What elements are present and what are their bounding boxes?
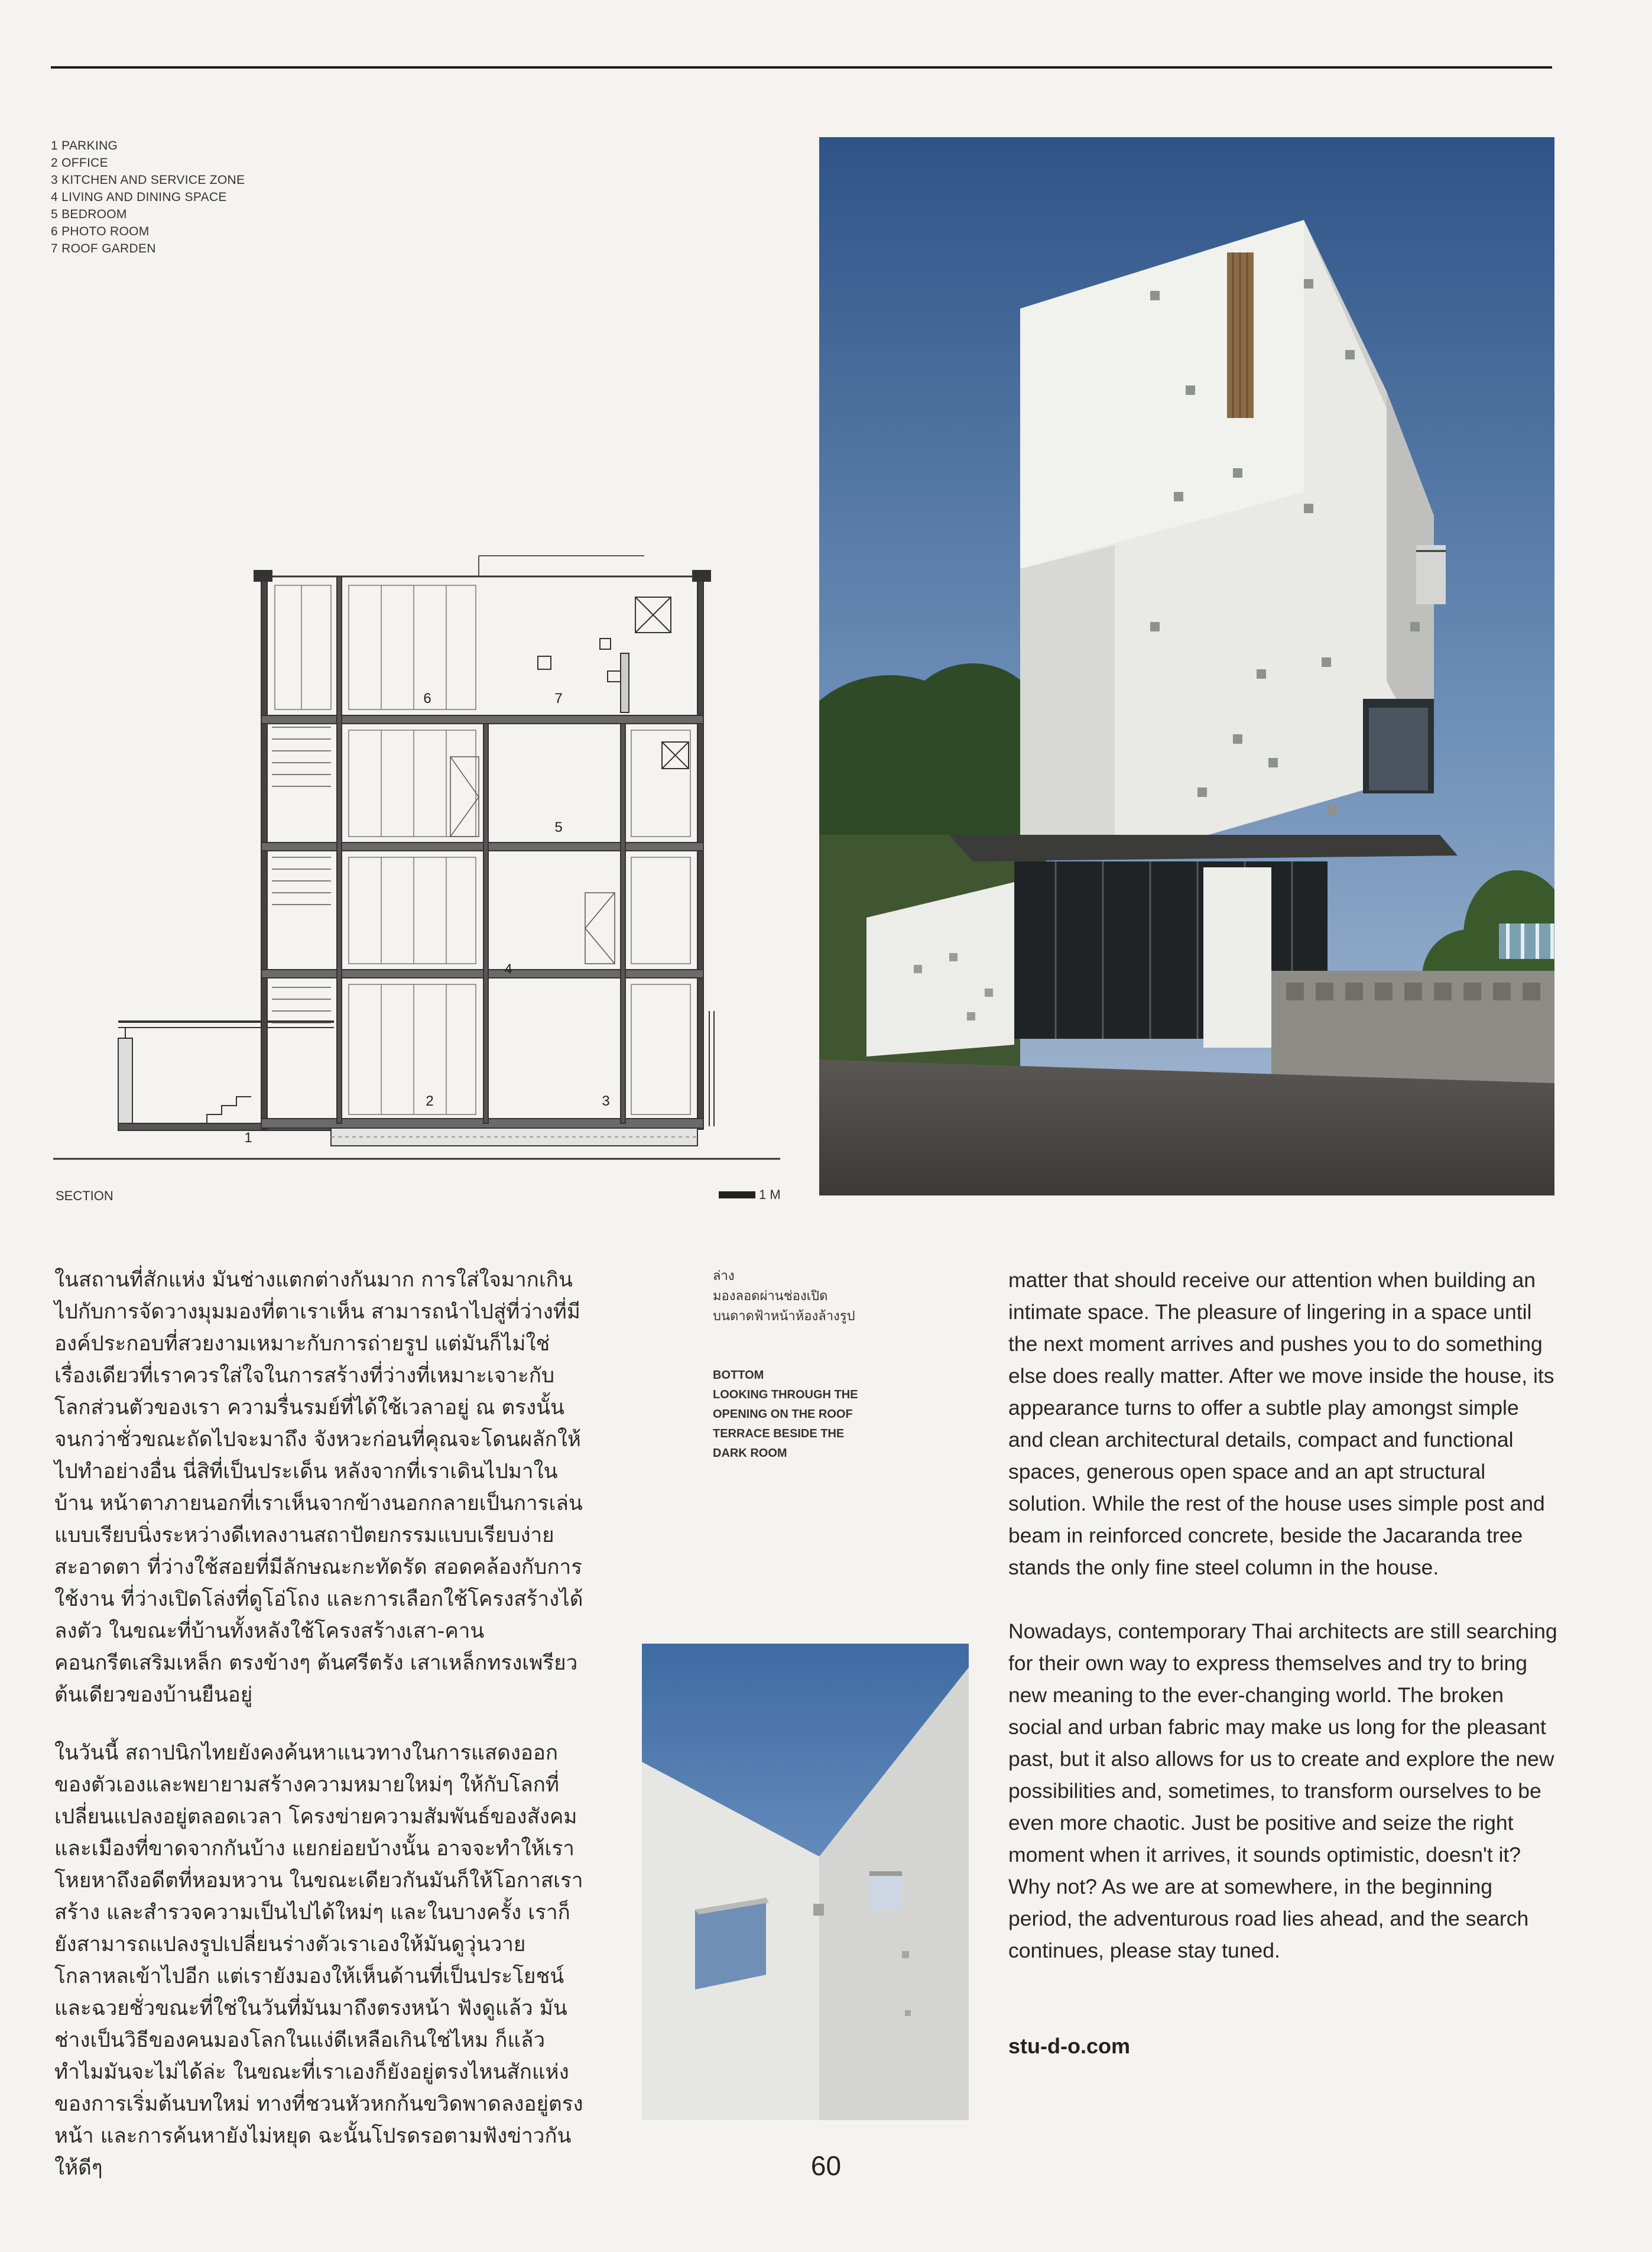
house-exterior-photo	[819, 137, 1554, 1195]
legend-item: 7 ROOF GARDEN	[51, 242, 156, 255]
caption-line: LOOKING THROUGH THE	[713, 1388, 858, 1401]
legend-item: 6 PHOTO ROOM	[51, 225, 150, 238]
caption-line: บนดาดฟ้าหน้าห้องล้างรูป	[713, 1309, 855, 1324]
legend-item: 4 LIVING AND DINING SPACE	[51, 190, 227, 204]
caption-line: DARK ROOM	[713, 1447, 787, 1460]
section-drawing	[53, 550, 780, 1171]
caption-line: BOTTOM	[713, 1369, 764, 1382]
thai-paragraph: ในวันนี้ สถาปนิกไทยยังคงค้นหาแนวทางในการแสดงออกของตัวเองและพยายามสร้างความหมายใหม่ๆ ให้กับโลกที่เปลี่ยนแปลงอยู่ตลอดเวลา โครงข่ายความสัมพันธ์ของสังคมและเมืองที่ขาดจากกันบ้าง แยกย่อยบ้างนั้น อาจจะทำให้เราโหยหาถึงอดีตที่หอมหวาน ในขณะเดียวกันมันก็ให้โอกาสเราสร้าง และสำรวจความเป็นไปได้ใหม่ๆ และในบางครั้ง เราก็ยังสามารถแปลงรูปเปลี่ยนร่างตัวเราเองให้มันดูวุ่นวายโกลาหลเข้าไปอีก แต่เรายังมองให้เห็นด้านที่เป็นประโยชน์ และฉวยชั่วขณะที่ใช่ในวันที่มันมาถึงตรงหน้า ฟังดูแล้ว มันช่างเป็นวิธีของคนมองโลกในแง่ดีเหลือเกินใช่ไหม ก็แล้วทำไมมันจะไม่ได้ล่ะ ในขณะที่เราเองก็ยังอยู่ตรงไหนสักแห่งของการเริ่มต้นบทใหม่ ทางที่ชวนหัวหกก้นขวิดพาดลงอยู่ตรงหน้า และการค้นหายังไม่หยุด ฉะนั้นโปรดรอตามฟังข่าวกันให้ดีๆ	[54, 1741, 583, 2180]
legend-item: 1 PARKING	[51, 139, 118, 153]
drawing-legend	[51, 137, 245, 257]
room-number: 4	[504, 961, 512, 977]
english-paragraph: Nowadays, contemporary Thai architects are still searching for their own way to express themselves and try to bring new meaning to the ever-changing world. The broken social and urban fabric may make us long for the pleasant past, but it also allows for us to create and explore the new possibilities and, sometimes, to transform ourselves to be even more chaotic. Just be positive and seize the right moment when it arrives, it sounds optimistic, doesn't it? Why not? As we are at somewhere, in the beginning period, the adventurous road lies ahead, and the search continues, please stay tuned.	[1008, 1619, 1557, 1962]
caption-line: ล่าง	[713, 1269, 735, 1284]
section-label: SECTION	[56, 1188, 113, 1203]
top-rule	[51, 66, 1552, 69]
page-number: 60	[810, 2150, 842, 2181]
roof-terrace-photo	[642, 1644, 969, 2120]
photo-caption-thai	[713, 1266, 961, 1327]
room-number: 7	[554, 691, 563, 707]
room-number: 3	[602, 1093, 610, 1109]
scale-bar-graphic	[719, 1191, 755, 1198]
caption-line: มองลอดผ่านช่องเปิด	[713, 1289, 828, 1304]
website-link[interactable]: stu-d-o.com	[1008, 2034, 1130, 2058]
legend-item: 3 KITCHEN AND SERVICE ZONE	[51, 173, 245, 187]
legend-item: 2 OFFICE	[51, 156, 108, 170]
english-body-text	[1008, 1264, 1558, 1998]
photo-caption-english	[713, 1366, 908, 1463]
caption-line: TERRACE BESIDE THE	[713, 1427, 845, 1440]
caption-line: OPENING ON THE ROOF	[713, 1408, 853, 1421]
thai-body-text	[54, 1264, 586, 2210]
room-number: 2	[426, 1093, 434, 1109]
room-number: 5	[554, 819, 563, 835]
thai-paragraph: ในสถานที่สักแห่ง มันช่างแตกต่างกันมาก การใส่ใจมากเกินไปกับการจัดวางมุมมองที่ตาเราเห็น สามารถนำไปสู่ที่ว่างที่มีองค์ประกอบที่สวยงามเหมาะกับการถ่ายรูป แต่มันก็ไม่ใช่เรื่องเดียวที่เราควรใส่ใจในการสร้างที่ว่างที่เหมาะเจาะกับโลกส่วนตัวของเรา ความรื่นรมย์ที่ได้ใช้เวลาอยู่ ณ ตรงนั้นจนกว่าชั่วขณะถัดไปจะมาถึง จังหวะก่อนที่คุณจะโดนผลักให้ไปทำอย่างอื่น นี่สิที่เป็นประเด็น หลังจากที่เราเดินไปมาในบ้าน หน้าตาภายนอกที่เราเห็นจากข้างนอกกลายเป็นการเล่นแบบเรียบนิ่งระหว่างดีเทลงานสถาปัตยกรรมแบบเรียบง่าย สะอาดตา ที่ว่างใช้สอยที่มีลักษณะกะทัดรัด สอดคล้องกับการใช้งาน ที่ว่างเปิดโล่งที่ดูโอ่โถง และการเลือกใช้โครงสร้างได้ลงตัว ในขณะที่บ้านทั้งหลังใช้โครงสร้างเสา-คานคอนกรีตเสริมเหล็ก ตรงข้างๆ ต้นศรีตรัง เสาเหล็กทรงเพรียวต้นเดียวของบ้านยืนอยู่	[54, 1268, 583, 1707]
room-number: 1	[244, 1130, 252, 1146]
english-paragraph: matter that should receive our attention when building an intimate space. The pleasure of lingering in a space until the next moment arrives and pushes you to do something else does really matter. After we move inside the house, its appearance turns to offer a subtle play amongst simple and clean architectural details, compact and functional spaces, generous open space and an apt structural solution. While the rest of the house uses simple post and beam in reinforced concrete, beside the Jacaranda tree stands the only fine steel column in the house.	[1008, 1268, 1554, 1579]
legend-item: 5 BEDROOM	[51, 208, 127, 221]
scale-label: 1 M	[759, 1187, 781, 1202]
scale-bar	[719, 1187, 781, 1203]
room-number: 6	[423, 691, 431, 707]
